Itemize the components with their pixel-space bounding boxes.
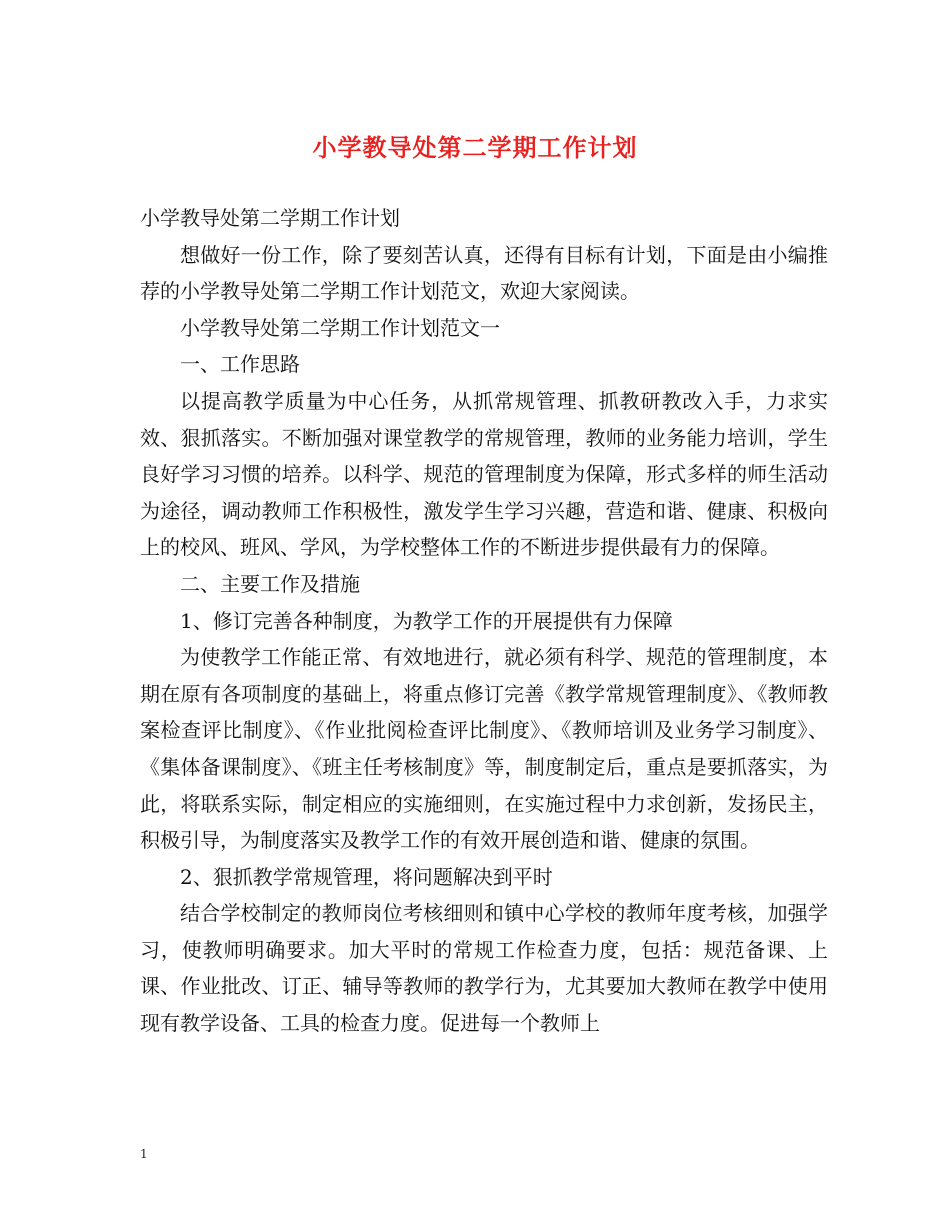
paragraph: 以提高教学质量为中心任务，从抓常规管理、抓教研教改入手，力求实效、狠抓落实。不断加强对课堂教学的常规管理，教师的业务能力培训，学生良好学习习惯的培养。以科学、规范的管理制度为保障，形式多样的师生活动为途径，调动教师工作积极性，激发学生学习兴趣，营造和谐、健康、积极向上的校风、班风、学风，为学校整体工作的不断进步提供最有力的保障。 [140, 388, 828, 560]
page-number: 1 [140, 1147, 148, 1161]
section-heading: 一、工作思路 [180, 352, 300, 377]
document-title: 小学教导处第二学期工作计划 [312, 133, 638, 162]
paragraph: 结合学校制定的教师岗位考核细则和镇中心学校的教师年度考核，加强学习，使教师明确要求。加大平时的常规工作检查力度，包括：规范备课、上课、作业批改、订正、辅导等教师的教学行为，尤其要加大教师在教学中使用现有教学设备、工具的检查力度。促进每一个教师上 [140, 901, 828, 1036]
paragraph: 小学教导处第二学期工作计划 [140, 206, 400, 230]
paragraph: 为使教学工作能正常、有效地进行，就必须有科学、规范的管理制度，本期在原有各项制度的基础上，将重点修订完善《教学常规管理制度》、《教师教案检查评比制度》、《作业批阅检查评比制度》、《教师培训及业务学习制度》、《集体备课制度》、《班主任考核制度》等，制度制定后，重点是要抓落实，为此，将联系实际，制定相应的实施细则，在实施过程中力求创新，发扬民主，积极引导，为制度落实及教学工作的有效开展创造和谐、健康的氛围。 [140, 645, 828, 853]
subsection-heading: 1、修订完善各种制度，为教学工作的开展提供有力保障 [180, 608, 673, 633]
paragraph: 想做好一份工作，除了要刻苦认真，还得有目标有计划，下面是由小编推荐的小学教导处第二学期工作计划范文，欢迎大家阅读。 [140, 242, 828, 304]
section-heading: 二、主要工作及措施 [180, 571, 360, 596]
subsection-heading: 2、狠抓教学常规管理，将问题解决到平时 [180, 864, 553, 889]
paragraph: 小学教导处第二学期工作计划范文一 [180, 315, 500, 340]
document-body [140, 200, 828, 1042]
